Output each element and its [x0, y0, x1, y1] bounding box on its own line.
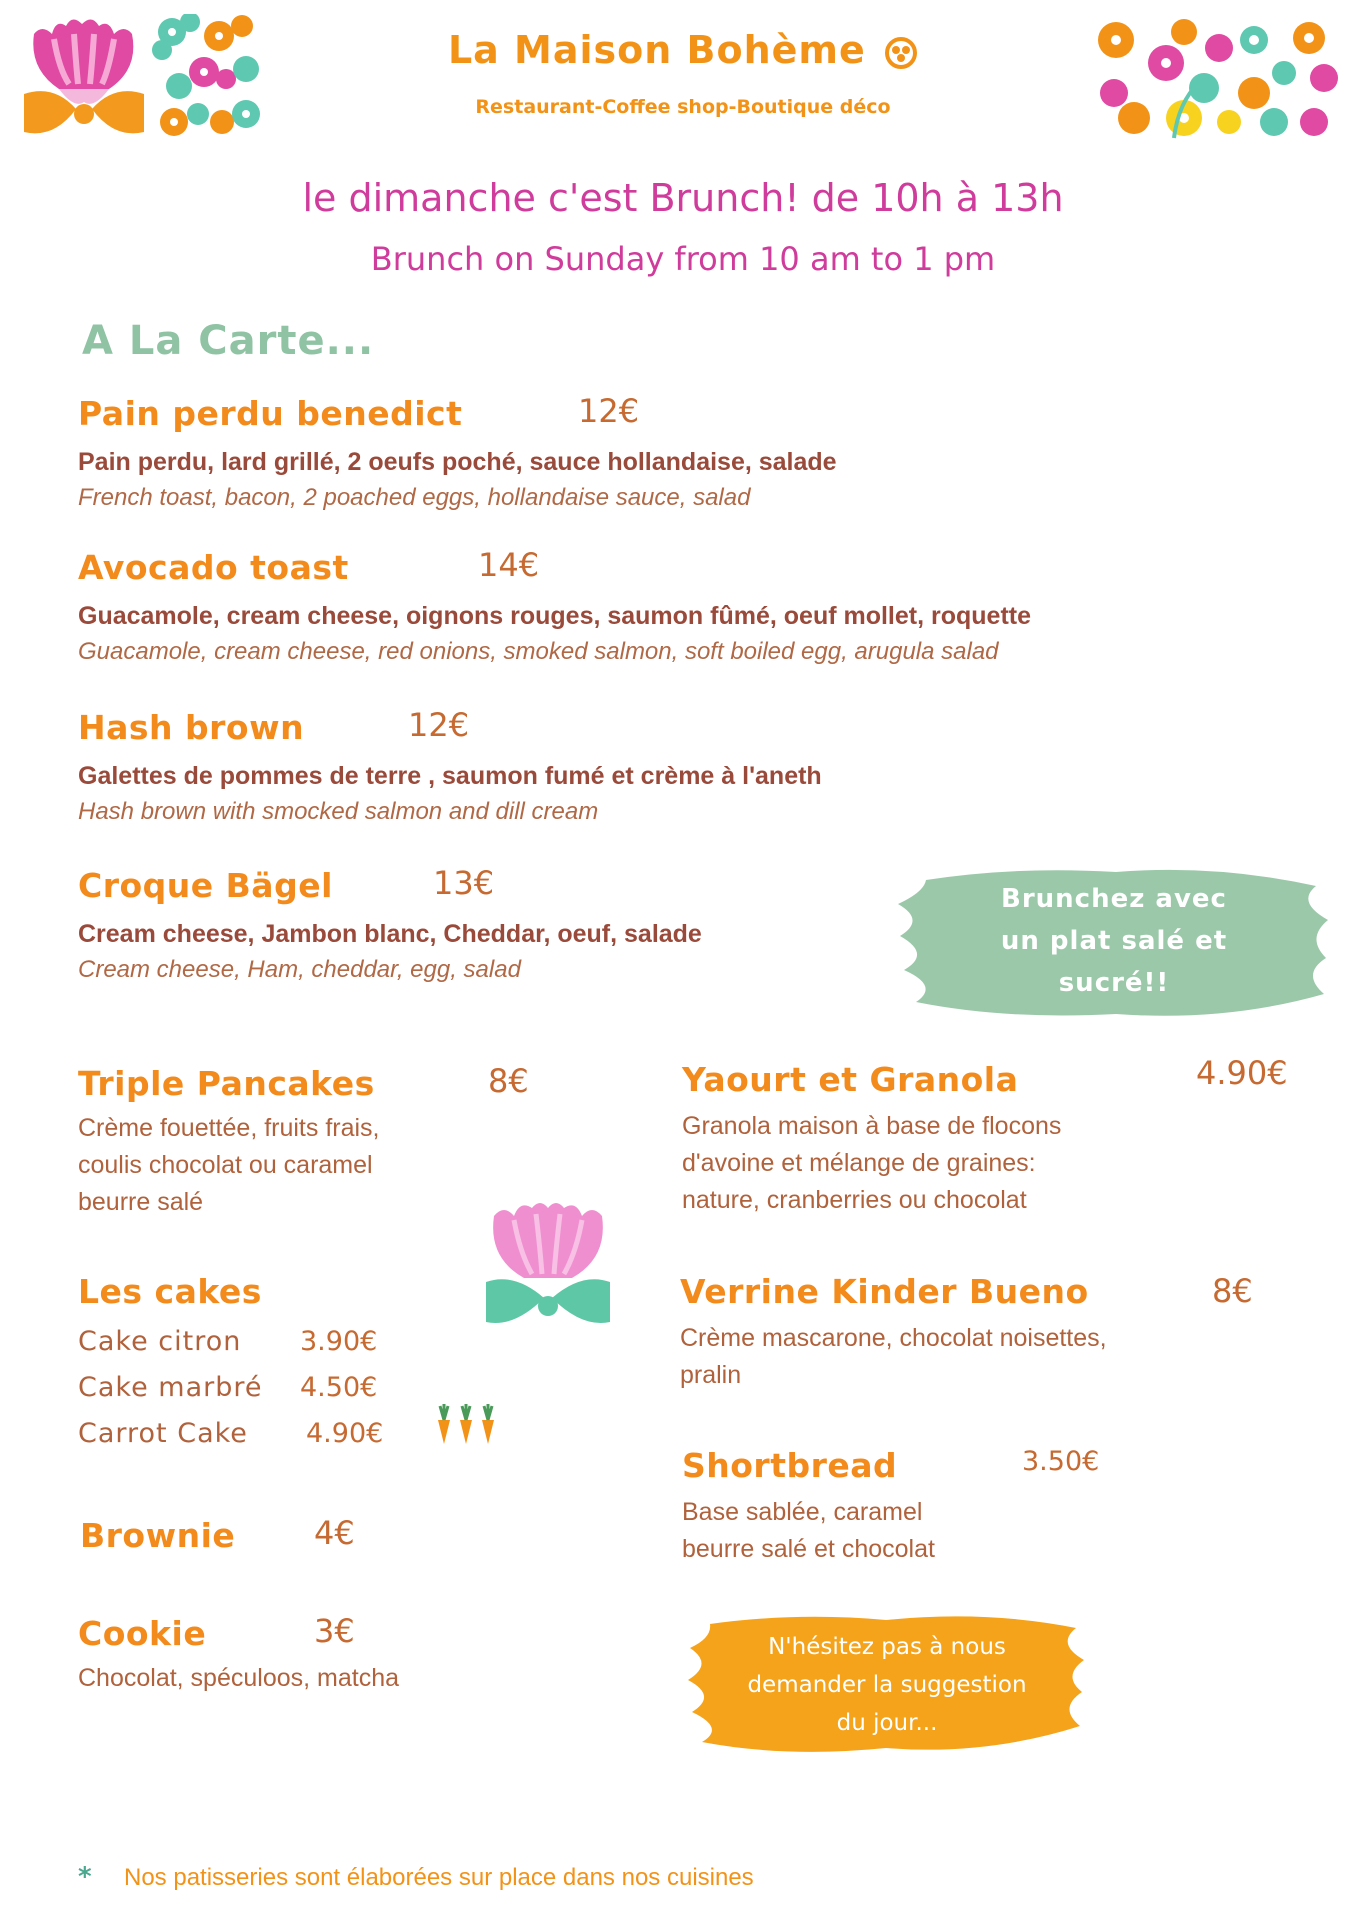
dish-name: Shortbread	[682, 1446, 898, 1485]
dish-price: 12€	[408, 706, 470, 744]
dish-price: 12€	[578, 392, 640, 430]
dish-description-fr: Pain perdu, lard grillé, 2 oeufs poché, sauce hollandaise, salade	[78, 448, 837, 476]
dish-description-en: Guacamole, cream cheese, red onions, smoked salmon, soft boiled egg, arugula salad	[78, 638, 999, 665]
cake-name: Carrot Cake	[78, 1418, 248, 1449]
dish-name: Triple Pancakes	[78, 1064, 375, 1103]
dish-description-en: Cream cheese, Ham, cheddar, egg, salad	[78, 956, 521, 983]
description-line: beurre salé	[78, 1188, 204, 1216]
description-line: coulis chocolat ou caramel	[78, 1151, 373, 1179]
cake-price: 4.50€	[300, 1372, 378, 1403]
dish-description-fr: Guacamole, cream cheese, oignons rouges, saumon fûmé, oeuf mollet, roquette	[78, 602, 1032, 630]
dish-description: Chocolat, spéculoos, matcha	[78, 1664, 400, 1692]
cakes-title: Les cakes	[78, 1272, 262, 1311]
brunch-hours-fr: le dimanche c'est Brunch! de 10h à 13h	[302, 176, 1064, 220]
dish-name: Pain perdu benedict	[78, 394, 463, 433]
dish-price: 13€	[433, 864, 495, 902]
cake-name: Cake marbré	[78, 1372, 263, 1403]
description-line: Granola maison à base de flocons	[682, 1112, 1062, 1140]
dish-price: 14€	[478, 546, 540, 584]
dish-description	[680, 1320, 1107, 1394]
dish-description	[682, 1494, 935, 1568]
dish-description	[78, 1110, 380, 1221]
dish-name: Brownie	[80, 1516, 236, 1555]
asterisk-icon: *	[78, 1862, 92, 1892]
description-line: nature, cranberries ou chocolat	[682, 1186, 1027, 1214]
flower-logo-icon	[884, 36, 918, 70]
dish-description	[682, 1108, 1061, 1219]
dish-description-en: Hash brown with smocked salmon and dill cream	[78, 798, 599, 825]
tagline: Restaurant-Coffee shop-Boutique déco	[475, 96, 891, 118]
description-line: Crème fouettée, fruits frais,	[78, 1114, 380, 1142]
cake-price: 4.90€	[306, 1418, 384, 1449]
description-line: pralin	[680, 1361, 742, 1389]
description-line: Crème mascarone, chocolat noisettes,	[680, 1324, 1107, 1352]
dish-price: 4€	[314, 1514, 355, 1552]
badge-line: demander la suggestion	[747, 1672, 1027, 1698]
dish-name: Yaourt et Granola	[682, 1060, 1019, 1099]
cake-price: 3.90€	[300, 1326, 378, 1357]
dish-name: Verrine Kinder Bueno	[680, 1272, 1089, 1311]
green-badge-text	[896, 878, 1332, 1004]
dish-description-en: French toast, bacon, 2 poached eggs, hollandaise sauce, salad	[78, 484, 751, 511]
dish-description-fr: Cream cheese, Jambon blanc, Cheddar, oeuf, salade	[78, 920, 702, 948]
badge-line: N'hésitez pas à nous	[768, 1634, 1006, 1660]
badge-line: Brunchez avec	[1001, 884, 1227, 914]
section-title: A La Carte...	[82, 318, 375, 364]
description-line: d'avoine et mélange de graines:	[682, 1149, 1036, 1177]
orange-badge-text	[686, 1628, 1088, 1742]
footer-note: Nos patisseries sont élaborées sur place dans nos cuisines	[124, 1864, 754, 1891]
dish-price: 4.90€	[1196, 1054, 1288, 1092]
pink-flower-icon	[484, 1198, 612, 1328]
dish-name: Croque Bägel	[78, 866, 333, 905]
description-line: Base sablée, caramel	[682, 1498, 923, 1526]
cake-name: Cake citron	[78, 1326, 242, 1357]
dish-description-fr: Galettes de pommes de terre , saumon fumé et crème à l'aneth	[78, 762, 822, 790]
restaurant-name: La Maison Bohème	[0, 28, 1366, 72]
carrots-icon	[430, 1402, 504, 1446]
badge-line: un plat salé et	[1000, 926, 1228, 956]
badge-line: du jour...	[836, 1710, 938, 1736]
dish-price: 8€	[1212, 1272, 1253, 1310]
dish-name: Cookie	[78, 1614, 207, 1653]
dish-price: 8€	[488, 1062, 529, 1100]
description-line: beurre salé et chocolat	[682, 1535, 935, 1563]
dish-name: Avocado toast	[78, 548, 349, 587]
dish-price: 3€	[314, 1612, 355, 1650]
dish-name: Hash brown	[78, 708, 305, 747]
badge-line: sucré!!	[1058, 968, 1170, 998]
brunch-hours-en: Brunch on Sunday from 10 am to 1 pm	[370, 240, 996, 278]
dish-price: 3.50€	[1022, 1446, 1100, 1477]
